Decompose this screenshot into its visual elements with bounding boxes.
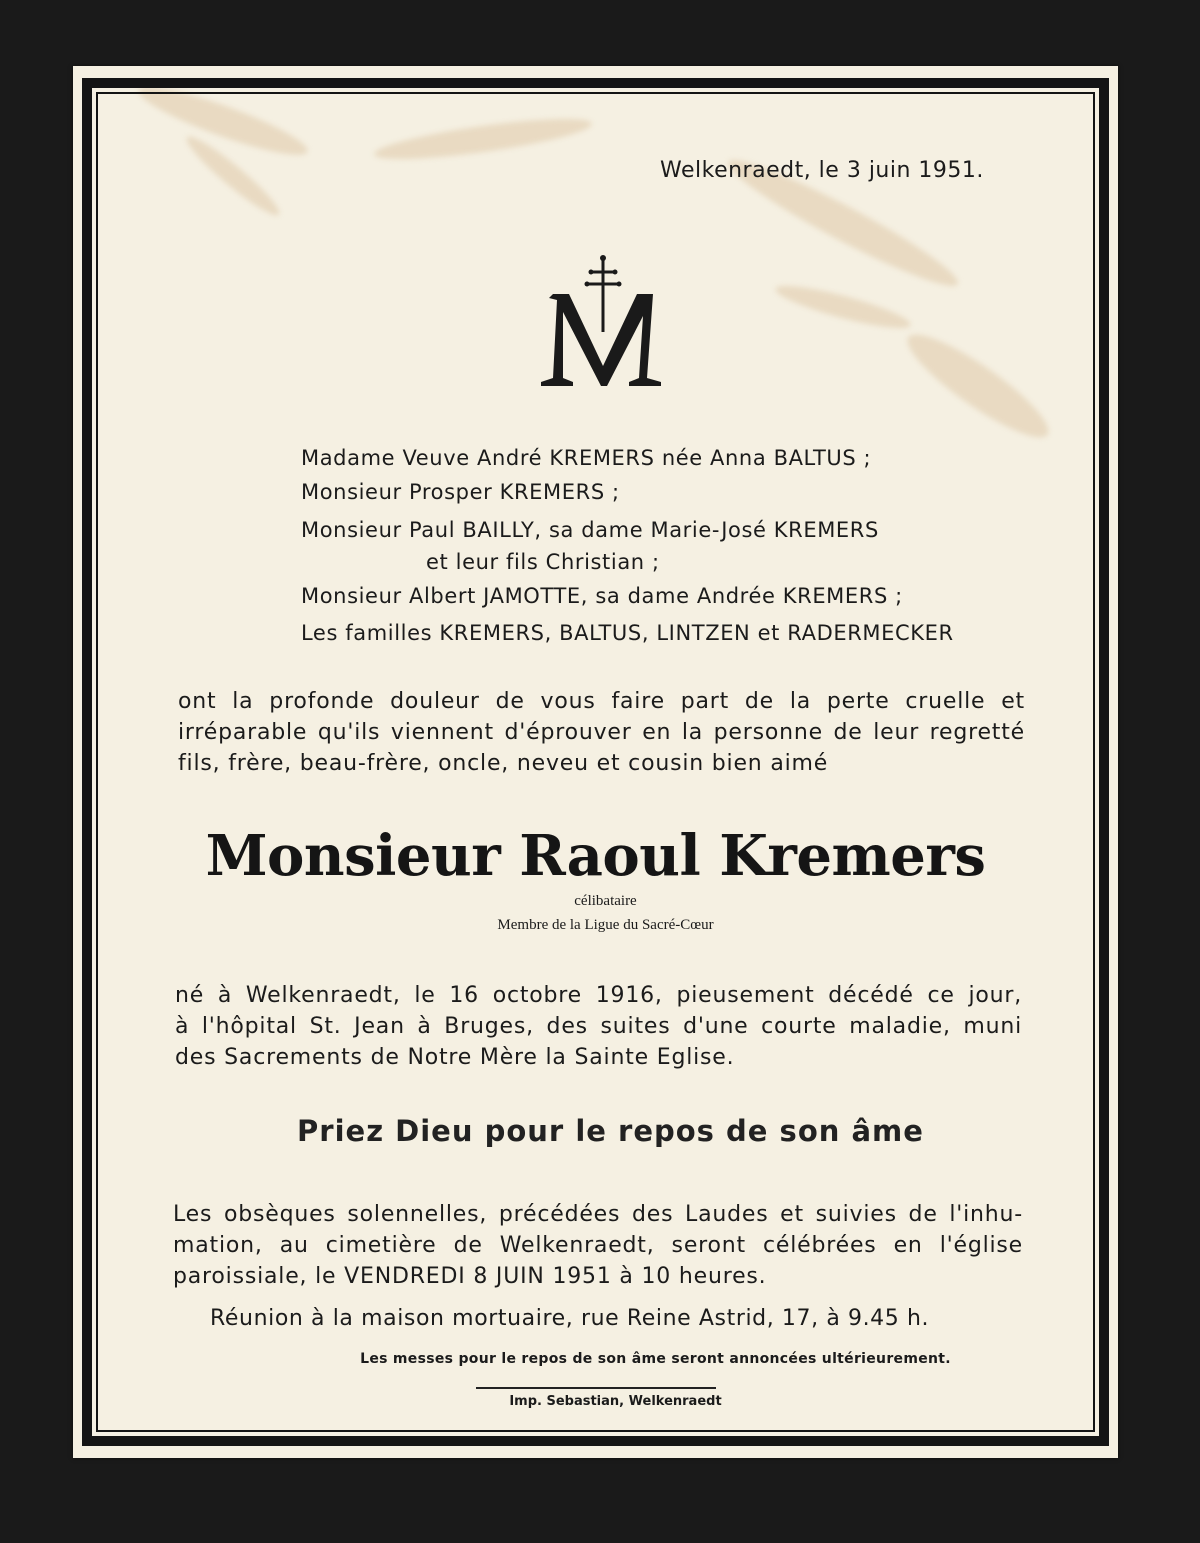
funeral-line: mation, au cimetière de Welkenraedt, seront célébrées en l'église bbox=[173, 1233, 1023, 1258]
family-line: Monsieur Albert JAMOTTE, sa dame Andrée KREMERS ; bbox=[301, 584, 903, 608]
family-line: et leur fils Christian ; bbox=[426, 550, 660, 574]
membership-line: Membre de la Ligue du Sacré-Cœur bbox=[497, 917, 714, 933]
printer-imprint: Imp. Sebastian, Welkenraedt bbox=[509, 1394, 722, 1409]
announcement-line: ont la profonde douleur de vous faire part de la perte cruelle et bbox=[178, 689, 1025, 714]
marian-monogram-icon bbox=[533, 254, 673, 394]
family-line: Madame Veuve André KREMERS née Anna BALTUS ; bbox=[301, 446, 872, 470]
death-details-line: des Sacrements de Notre Mère la Sainte Eglise. bbox=[175, 1045, 735, 1070]
masses-note: Les messes pour le repos de son âme seront annoncées ultérieurement. bbox=[360, 1351, 951, 1367]
deceased-name: Monsieur Raoul Kremers bbox=[205, 823, 986, 889]
death-details-line: né à Welkenraedt, le 16 octobre 1916, pieusement décédé ce jour, bbox=[175, 983, 1022, 1008]
funeral-line: paroissiale, le VENDREDI 8 JUIN 1951 à 10 heures. bbox=[173, 1264, 767, 1289]
date-line: Welkenraedt, le 3 juin 1951. bbox=[660, 158, 984, 183]
announcement-line: fils, frère, beau-frère, oncle, neveu et cousin bien aimé bbox=[178, 751, 829, 776]
printer-divider bbox=[476, 1387, 716, 1389]
death-details-paragraph bbox=[175, 980, 1022, 1073]
announcement-line: irréparable qu'ils viennent d'éprouver en la personne de leur regretté bbox=[178, 720, 1025, 745]
announcement-paragraph bbox=[178, 686, 1025, 779]
prayer-heading: Priez Dieu pour le repos de son âme bbox=[297, 1114, 924, 1148]
funeral-paragraph bbox=[173, 1199, 1023, 1292]
meeting-info: Réunion à la maison mortuaire, rue Reine Astrid, 17, à 9.45 h. bbox=[210, 1306, 930, 1331]
family-line: Monsieur Paul BAILLY, sa dame Marie-José KREMERS bbox=[301, 518, 879, 542]
death-details-line: à l'hôpital St. Jean à Bruges, des suites d'une courte maladie, muni bbox=[175, 1014, 1022, 1039]
marital-status: célibataire bbox=[574, 893, 637, 909]
death-notice-card bbox=[73, 66, 1118, 1458]
funeral-line: Les obsèques solennelles, précédées des Laudes et suivies de l'inhu- bbox=[173, 1202, 1023, 1227]
family-line: Monsieur Prosper KREMERS ; bbox=[301, 480, 620, 504]
family-line: Les familles KREMERS, BALTUS, LINTZEN et RADERMECKER bbox=[301, 621, 954, 645]
